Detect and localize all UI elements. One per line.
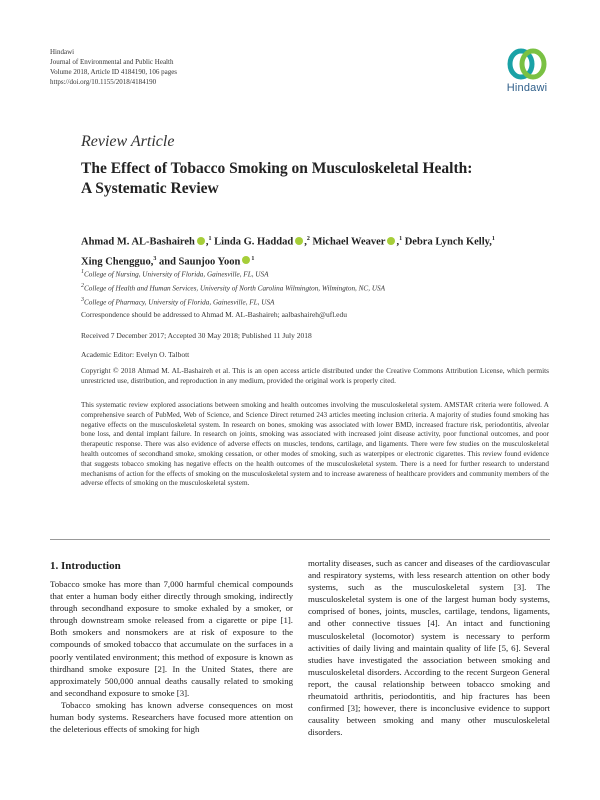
author-affiliation-mark: 1: [399, 236, 403, 242]
author-name[interactable]: Michael Weaver: [312, 236, 386, 248]
affiliation-item: [81, 281, 385, 295]
affiliation-mark: 3: [81, 296, 84, 303]
author-name[interactable]: Linda G. Haddad: [214, 236, 294, 248]
volume-line: Volume 2018, Article ID 4184190, 106 pages: [50, 68, 178, 76]
right-column: [308, 557, 550, 738]
author-name[interactable]: Debra Lynch Kelly,: [404, 236, 492, 248]
academic-editor: Academic Editor: Evelyn O. Talbott: [81, 350, 190, 359]
copyright-notice: Copyright © 2018 Ahmad M. AL-Bashaireh et al. This is an open access article distributed under the Creative Commons Attribution License, which permits unrestricted use, distribution, and reproduction in any medium, provided the original work is properly cited.: [81, 366, 549, 385]
author-affiliation-mark: 3: [153, 255, 157, 262]
affiliation-text: College of Pharmacy, University of Florida, Gainesville, FL, USA: [84, 298, 275, 307]
publication-dates: Received 7 December 2017; Accepted 30 May 2018; Published 11 July 2018: [81, 331, 312, 340]
author-list: [81, 231, 561, 270]
journal-info: [50, 47, 177, 87]
orcid-icon[interactable]: [197, 237, 205, 245]
author-affiliation-mark: 1: [251, 255, 255, 262]
affiliation-item: [81, 295, 385, 309]
title-line-1: The Effect of Tobacco Smoking on Musculoskeletal Health:: [81, 160, 473, 177]
abstract: This systematic review explored associations between smoking and health outcomes involving the musculoskeletal system. AMSTAR criteria were followed. A comprehensive search of PubMed, Web of Science, and Science Direct returned 243 articles meeting inclusion criteria. A majority of studies found smoking has negative effects on the musculoskeletal system. In research on bones, smoking was associated with lower BMD, increased fracture risk, periodontitis, alveolar bone loss, and dental implant failure. In research on joints, smoking was associated with increased joint disease activity, poor functional outcomes, and poor therapeutic response. There was also evidence of adverse effects on muscles, tendons, cartilage, and ligaments. There were few studies on the musculoskeletal health outcomes of secondhand smoke, smoking cessation, or other modes of smoking, such as waterpipes or electronic cigarettes. This review found evidence that suggests tobacco smoking has negative effects on the health outcomes of the musculoskeletal system. There is a need for further research to understand mechanisms of action for the effects of smoking on the musculoskeletal system and to increase awareness of healthcare providers and community members of the adverse effects of smoking on the musculoskeletal system.: [81, 401, 549, 488]
author-affiliation-mark: 2: [306, 236, 310, 242]
author-name[interactable]: Ahmad M. AL-Bashaireh: [81, 236, 195, 248]
orcid-icon[interactable]: [387, 237, 395, 245]
author-name[interactable]: Xing Chengguo,: [81, 256, 154, 267]
author-affiliation-mark: 1: [208, 236, 212, 242]
article-title: [81, 159, 551, 199]
orcid-icon[interactable]: [295, 237, 303, 245]
journal-name: Journal of Environmental and Public Health: [50, 58, 174, 66]
title-line-2: A Systematic Review: [81, 180, 219, 197]
intro-paragraph-1: Tobacco smoke has more than 7,000 harmful chemical compounds that enter a human body either directly through smoking, indirectly through secondhand exposure to smoke exhaled by a smoker, or through downstream smoke released from a cigarette or pipe [1]. Both smokers and nonsmokers are at risk of exposure to the compounds of smoked tobacco that accumulate on the surfaces in a poorly ventilated environment; this method of exposure is known as thirdhand smoke exposure [2]. In the United States, there are approximately 500,000 annual deaths causally related to smoking and secondhand exposure to smoke [3].: [50, 579, 293, 698]
intro-paragraph-2: Tobacco smoking has known adverse consequences on most human body systems. Researchers have focused more attention on the deleterious effects of smoking for high: [50, 699, 293, 735]
publisher-name: Hindawi: [50, 48, 75, 56]
author-line-1: Ahmad M. AL-Bashaireh ,$^1$ Linda G. Haddad ,$^2$ Michael Weaver ,$^1$ Debra Lynch Kelly,$^1$: [81, 236, 495, 248]
affiliation-mark: 1: [81, 269, 84, 275]
hindawi-logo-icon: [507, 47, 547, 81]
author-name[interactable]: and Saunjoo Yoon: [158, 256, 241, 267]
affiliation-text: College of Nursing, University of Florida, Gainesville, FL, USA: [84, 270, 269, 279]
section-divider: [50, 539, 550, 540]
affiliation-mark: 2: [81, 282, 84, 289]
affiliations: [81, 267, 385, 309]
correspondence: Correspondence should be addressed to Ahmad M. AL-Bashaireh; aalbashaireh@ufl.edu: [81, 310, 348, 319]
doi-link[interactable]: https://doi.org/10.1155/2018/4184190: [50, 78, 157, 86]
affiliation-text: College of Health and Human Services, University of North Carolina Wilmington, Wilmington, NC, USA: [84, 284, 385, 293]
hindawi-logo-text: Hindawi: [506, 82, 548, 94]
intro-paragraph-continued: mortality diseases, such as cancer and diseases of the cardiovascular and respiratory systems, with less research attention on other body systems, such as the musculoskeletal system [3]. The musculoskeletal system is one of the largest human body systems, comprised of bones, joints, muscles, cartilage, tendons, ligaments, and other connective tissues [4]. An intact and functioning musculoskeletal (locomotor) system is necessary to perform activities of daily living and maintain quality of life [5, 6]. Several studies have investigated the association between smoking and musculoskeletal disorders. According to the recent Surgeon General report, the causal relationship between tobacco smoking and rheumatoid arthritis, periodontitis, and hip fractures has been confirmed [3]; however, there is inconclusive evidence to support causality between smoking and many other musculoskeletal disorders.: [308, 558, 550, 738]
author-affiliation-mark: 1: [491, 236, 495, 242]
article-type: Review Article: [81, 133, 175, 150]
hindawi-logo: [497, 47, 557, 105]
orcid-icon[interactable]: [242, 256, 250, 264]
introduction-heading: 1. Introduction: [50, 560, 121, 572]
left-column: [50, 578, 293, 735]
affiliation-item: [81, 267, 385, 281]
